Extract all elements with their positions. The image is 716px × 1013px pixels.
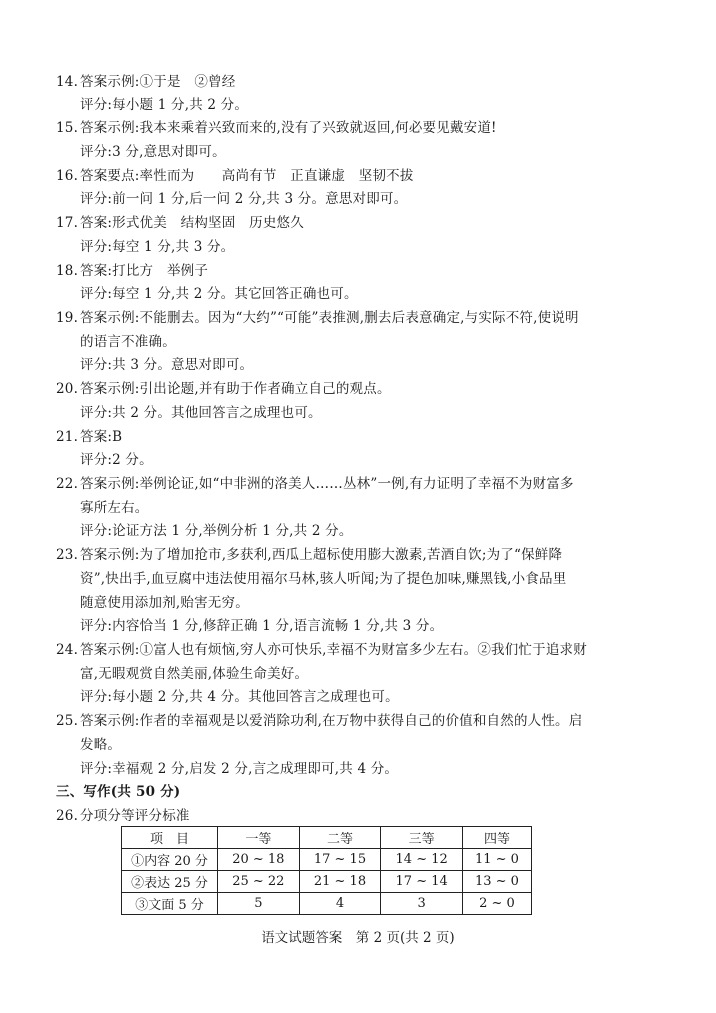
item-25-answer-cont: 发略。: [80, 737, 122, 753]
item-22-score: 评分:论证方法 1 分,举例分析 1 分,共 2 分。: [80, 523, 353, 539]
table-header-cell: 四等: [462, 827, 531, 849]
table-cell: 11 ~ 0: [462, 849, 531, 871]
item-23-score: 评分:内容恰当 1 分,修辞正确 1 分,语言流畅 1 分,共 3 分。: [80, 618, 444, 634]
item-20-score: 评分:共 2 分。其他回答言之成理也可。: [80, 405, 322, 421]
table-header-cell: 项 目: [122, 827, 218, 849]
table-cell: 20 ~ 18: [218, 849, 300, 871]
item-16-score: 评分:前一问 1 分,后一问 2 分,共 3 分。意思对即可。: [80, 191, 408, 207]
page-footer: 语文试题答案 第 2 页(共 2 页): [261, 930, 455, 946]
item-18-score: 评分:每空 1 分,共 2 分。其它回答正确也可。: [80, 286, 358, 302]
table-cell: ③文面 5 分: [122, 893, 218, 915]
item-17-answer: 17. 答案:形式优美 结构坚固 历史悠久: [56, 215, 304, 231]
item-20-answer: 20. 答案示例:引出论题,并有助于作者确立自己的观点。: [56, 381, 391, 397]
table-row: [122, 893, 532, 915]
table-cell: 21 ~ 18: [299, 871, 381, 893]
item-23-answer-cont-2: 随意使用添加剂,贻害无穷。: [80, 595, 249, 611]
table-header-cell: 三等: [381, 827, 463, 849]
item-18-answer: 18. 答案:打比方 举例子: [56, 263, 209, 279]
item-17-score: 评分:每空 1 分,共 3 分。: [80, 239, 235, 255]
item-26-title: 26. 分项分等评分标准: [56, 808, 190, 824]
item-25-answer: 25. 答案示例:作者的幸福观是以爱消除功利,在万物中获得自己的价值和自然的人性。启: [56, 713, 583, 729]
table-cell: ②表达 25 分: [122, 871, 218, 893]
table-cell: 2 ~ 0: [462, 893, 531, 915]
table-cell: 14 ~ 12: [381, 849, 463, 871]
item-22-answer-cont: 寡所左右。: [80, 500, 149, 516]
table-cell: 17 ~ 15: [299, 849, 381, 871]
item-19-score: 评分:共 3 分。意思对即可。: [80, 357, 254, 373]
item-19-answer-cont: 的语言不准确。: [80, 334, 176, 350]
table-row: [122, 871, 532, 893]
item-14-score: 评分:每小题 1 分,共 2 分。: [80, 97, 249, 113]
table-header-cell: 一等: [218, 827, 300, 849]
table-cell: 13 ~ 0: [462, 871, 531, 893]
table-row: [122, 849, 532, 871]
item-25-score: 评分:幸福观 2 分,启发 2 分,言之成理即可,共 4 分。: [80, 761, 399, 777]
table-cell: ①内容 20 分: [122, 849, 218, 871]
table-cell: 3: [381, 893, 463, 915]
item-14-answer: 14. 答案示例:①于是 ②曾经: [56, 74, 236, 90]
table-cell: 17 ~ 14: [381, 871, 463, 893]
item-23-answer-cont-1: 资”,快出手,血豆腐中违法使用福尔马林,骇人听闻;为了提色加味,赚黑钱,小食品里: [80, 571, 567, 587]
table-cell: 25 ~ 22: [218, 871, 300, 893]
item-19-answer: 19. 答案示例:不能删去。因为“大约”“可能”表推测,删去后表意确定,与实际不符,使说明: [56, 310, 579, 326]
section-writing-heading: 三、写作(共 50 分): [56, 784, 181, 800]
item-22-answer: 22. 答案示例:举例论证,如“中非洲的洛美人……丛林”一例,有力证明了幸福不为财富多: [56, 476, 574, 492]
item-21-answer: 21. 答案:B: [56, 429, 123, 445]
table-cell: 4: [299, 893, 381, 915]
item-24-score: 评分:每小题 2 分,共 4 分。其他回答言之成理也可。: [80, 689, 399, 705]
item-21-score: 评分:2 分。: [80, 452, 153, 468]
item-24-answer-cont: 富,无暇观赏自然美丽,体验生命美好。: [80, 666, 309, 682]
table-header-cell: 二等: [299, 827, 381, 849]
item-23-answer: 23. 答案示例:为了增加抢市,多获利,西瓜上超标使用膨大激素,苦酒自饮;为了“保鲜降: [56, 547, 563, 563]
item-16-answer: 16. 答案要点:率性而为 高尚有节 正直谦虚 坚韧不拔: [56, 168, 414, 184]
item-15-answer: 15. 答案示例:我本来乘着兴致而来的,没有了兴致就返回,何必要见戴安道!: [56, 120, 497, 136]
table-header-row: [122, 827, 532, 849]
item-24-answer: 24. 答案示例:①富人也有烦恼,穷人亦可快乐,幸福不为财富多少左右。②我们忙于追求财: [56, 642, 587, 658]
scoring-table: [121, 826, 532, 915]
item-15-score: 评分:3 分,意思对即可。: [80, 144, 226, 160]
table-cell: 5: [218, 893, 300, 915]
